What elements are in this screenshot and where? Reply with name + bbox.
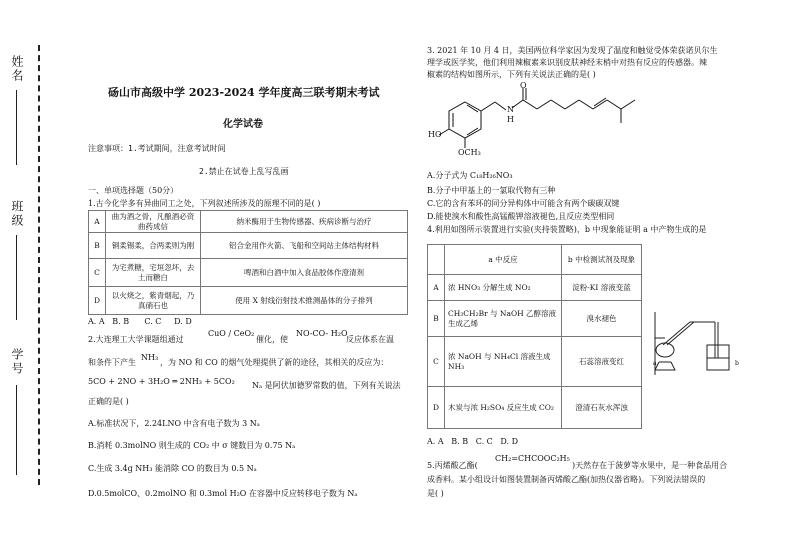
q2-option-b: B.消耗 0.3molNO 则生成的 CO₂ 中 σ 键数目为 0.75 Nₐ — [88, 441, 296, 450]
q4-cell: 浓 HNO₃ 分解生成 NO₂ — [445, 275, 562, 301]
id-label: 学号 — [10, 348, 24, 376]
q4-cell: 澄清石灰水浑浊 — [562, 387, 642, 429]
q4-cell: 溴水褪色 — [562, 301, 642, 337]
q1-cell: C — [89, 259, 106, 287]
q4-cell: A — [428, 275, 445, 301]
q2-option-c: C.生成 3.4g NH₃ 能消除 CO 的数目为 0.5 Nₐ — [88, 464, 257, 473]
q1-cell: B — [89, 233, 106, 259]
q4-stem: 4.利用如图所示装置进行实验(夹持装置略)，b 中现象能证明 a 中产物生成的是 — [427, 225, 707, 234]
q2-text-2b: ，为 NO 和 CO 的烟气处理提供了新的途径，其相关的反应为： — [160, 358, 389, 367]
binding-line — [38, 45, 40, 485]
q4-cell: 浓 NaOH 与 NH₄Cl 溶液生成 NH₃ — [445, 337, 562, 387]
q2-text-1b: 催化，使 — [256, 335, 288, 344]
q4-table — [427, 244, 642, 429]
q3-option-a: A.分子式为 C₁₈H₂₆NO₃ — [427, 171, 513, 180]
structure-n-label: N — [507, 105, 514, 114]
q4-cell: CH₃CH₂Br 与 NaOH 乙醇溶液生成乙烯 — [445, 301, 562, 337]
q1-cell: 以火烧之，紫青烟起，乃真硝石也 — [106, 287, 201, 315]
name-label: 姓名 — [10, 55, 24, 83]
apparatus-diagram — [645, 300, 765, 380]
structure-h-label: H — [507, 115, 514, 124]
q1-cell: 使用 X 射线衍射技术推测晶体的分子排列 — [201, 287, 408, 315]
q2-option-d: D.0.5molCO、0.2molNO 和 0.3mol H₂O 在容器中反应转移电子数为 Nₐ — [88, 489, 358, 498]
q4-cell: 石蕊溶液变红 — [562, 337, 642, 387]
q5-text-1a: 5.丙烯酸乙酯( — [427, 461, 478, 470]
q2-equation: 5CO + 2NO + 3H₂O ═ 2NH₃ + 5CO₂ — [88, 377, 235, 386]
q2-catalyst: CuO / CeO₂ — [208, 329, 255, 338]
q1-cell: 曲为酒之骨，凡酿酒必资曲药成信 — [106, 211, 201, 233]
q1-cell: 纳米酶用于生物传感器、疾病诊断与治疗 — [201, 211, 408, 233]
q5-formula: CH₂=CHCOOC₂H₅ — [495, 454, 570, 463]
q3-option-d: D.能使溴水和酸性高锰酸钾溶液褪色,且反应类型相同 — [427, 212, 615, 221]
q5-text-1b: )天然存在于菠萝等水果中，是一种食品用合 — [572, 461, 728, 470]
q1-cell: D — [89, 287, 106, 315]
q3-line-3: 椒素的结构如图所示，下列有关说法正确的是( ) — [427, 70, 596, 79]
class-label: 班级 — [10, 200, 24, 228]
q2-text-3b: Nₐ 是阿伏加德罗常数的值，下列有关说法 — [252, 381, 401, 390]
q2-system: NO-CO- H₂O — [296, 329, 348, 338]
q2-option-a: A.标准状况下，2.24LNO 中含有电子数为 3 Nₐ — [88, 419, 260, 428]
apparatus-label-a: a — [653, 360, 657, 367]
q1-stem: 1.古今化学多有异曲同工之处，下列叙述所涉及的原理不同的是( ) — [88, 199, 321, 208]
q3-option-c: C.它的含有苯环的同分异构体中可能含有两个碳碳双键 — [427, 199, 620, 208]
table-row — [428, 245, 642, 275]
q4-options: A. A B. B C. C D. D — [427, 437, 519, 446]
q4-cell: B — [428, 301, 445, 337]
q3-line-1: 3. 2021 年 10 月 4 日，美国两位科学家因为发现了温度和触觉受体荣获诺贝尔生 — [427, 46, 718, 55]
table-row — [89, 233, 408, 259]
q2-text-4: 正确的是( ) — [88, 397, 129, 406]
q5-text-2: 成香料。某小组设计如图装置制备丙烯酸乙酯(加热仪器省略)。下列说法错误的 — [427, 475, 706, 484]
table-row — [428, 387, 642, 429]
table-row — [89, 287, 408, 315]
id-line — [16, 385, 17, 475]
q2-nh3: NH₃ — [141, 353, 159, 362]
q2-text-1c: 反应体系在温 — [346, 335, 394, 344]
structure-och3-label: OCH₃ — [458, 148, 481, 157]
q1-cell: 为宅煮糖，宅垣忽坏，去土而糖白 — [106, 259, 201, 287]
class-line — [16, 235, 17, 320]
table-row — [89, 259, 408, 287]
q4-header-cell — [428, 245, 445, 275]
q1-cell: A — [89, 211, 106, 233]
q3-line-2: 理学或医学奖，他们利用辣椒素来识别皮肤神经末梢中对热有反应的传感器。辣 — [427, 58, 707, 67]
q4-cell: D — [428, 387, 445, 429]
exam-title: 砀山市高级中学 2023-2024 学年度高三联考期末考试 — [108, 86, 380, 99]
q1-table — [88, 210, 408, 315]
structure-o-label: O — [520, 81, 527, 90]
apparatus-label-b: b — [735, 360, 739, 367]
table-row — [89, 211, 408, 233]
name-line — [16, 90, 17, 165]
q4-cell: 木炭与浓 H₂SO₄ 反应生成 CO₂ — [445, 387, 562, 429]
structure-oh-label: HO — [428, 130, 442, 139]
q2-text-1a: 2.大连理工大学课题组通过 — [88, 335, 184, 344]
q5-text-3: 是( ) — [427, 489, 444, 498]
exam-subject: 化学试卷 — [223, 119, 263, 130]
q4-cell: 淀粉-KI 溶液变蓝 — [562, 275, 642, 301]
q4-header-cell: a 中反应 — [445, 245, 562, 275]
note-2: 2.禁止在试卷上乱写乱画 — [199, 167, 289, 176]
table-row — [428, 337, 642, 387]
note-1: 注意事项：1.考试期间，注意考试时间 — [88, 144, 226, 153]
q1-cell: 铜柔锡柔，合两柔则为刚 — [106, 233, 201, 259]
q1-cell: 啤酒和白酒中加入食品胶体作澄清剂 — [201, 259, 408, 287]
section-heading: 一、单项选择题（50分） — [88, 186, 179, 195]
q3-option-b: B.分子中甲基上的一氯取代物有三种 — [427, 186, 556, 195]
q2-text-2a: 和条件下产生 — [88, 358, 136, 367]
table-row — [428, 275, 642, 301]
q4-cell: C — [428, 337, 445, 387]
q1-cell: 铝合金用作火箭、飞船和空间站主体结构材料 — [201, 233, 408, 259]
table-row — [428, 301, 642, 337]
q4-header-cell: b 中检测试剂及现象 — [562, 245, 642, 275]
q1-options: A. A B. B C. C D. D — [88, 317, 192, 326]
